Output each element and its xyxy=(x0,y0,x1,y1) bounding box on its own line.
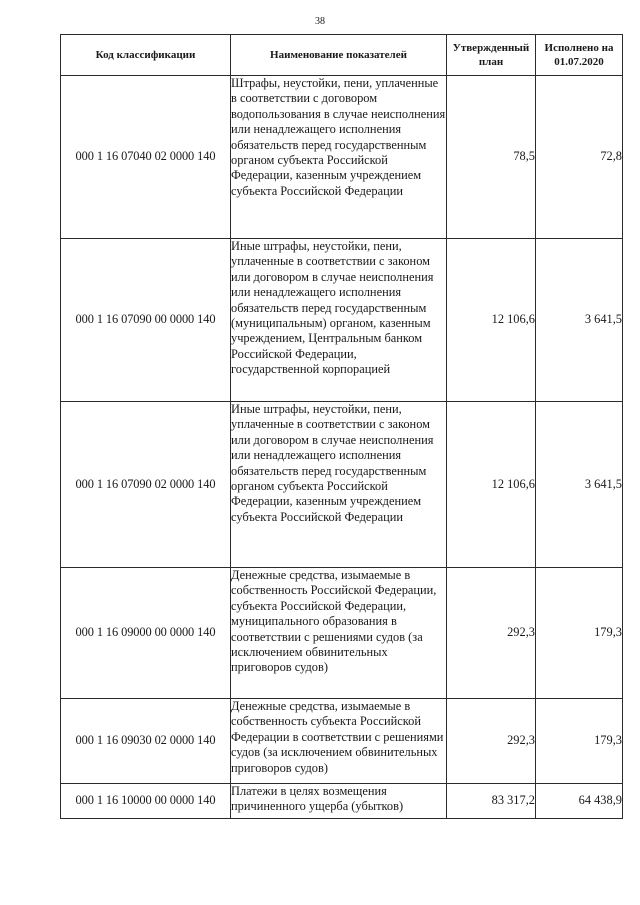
row-plan: 12 106,6 xyxy=(447,239,536,402)
table-row xyxy=(61,699,623,784)
row-executed: 3 641,5 xyxy=(536,239,623,402)
row-code: 000 1 16 07040 02 0000 140 xyxy=(61,76,231,239)
header-code: Код классификации xyxy=(61,35,231,76)
row-executed: 72,8 xyxy=(536,76,623,239)
row-executed: 179,3 xyxy=(536,699,623,784)
budget-table xyxy=(60,34,623,819)
row-plan: 83 317,2 xyxy=(447,784,536,819)
row-name: Платежи в целях возмещения причиненного ущерба (убытков) xyxy=(231,784,447,819)
table-row xyxy=(61,568,623,699)
header-plan: Утвержденный план xyxy=(447,35,536,76)
row-name: Денежные средства, изымаемые в собственность Российской Федерации, субъекта Российской Федерации, муниципального образования в соответствии с решениями судов (за исключением обвинительных приговоров судов) xyxy=(231,568,447,699)
row-executed: 64 438,9 xyxy=(536,784,623,819)
row-code: 000 1 16 07090 00 0000 140 xyxy=(61,239,231,402)
row-executed: 3 641,5 xyxy=(536,402,623,568)
row-code: 000 1 16 07090 02 0000 140 xyxy=(61,402,231,568)
row-name: Штрафы, неустойки, пени, уплаченные в соответствии с договором водопользования в случае неисполнения или ненадлежащего исполнения обязательств перед государственным органом субъекта Российской Федерации, казенным учреждением субъекта Российской Федерации xyxy=(231,76,447,239)
table-row xyxy=(61,76,623,239)
row-plan: 292,3 xyxy=(447,568,536,699)
table-row xyxy=(61,784,623,819)
row-code: 000 1 16 09000 00 0000 140 xyxy=(61,568,231,699)
row-code: 000 1 16 09030 02 0000 140 xyxy=(61,699,231,784)
page-number: 38 xyxy=(315,16,325,27)
row-executed: 179,3 xyxy=(536,568,623,699)
row-name: Иные штрафы, неустойки, пени, уплаченные в соответствии с законом или договором в случае неисполнения или ненадлежащего исполнения обязательств перед государственным органом субъекта Российской Федерации, казенным учреждением субъекта Российской Федерации xyxy=(231,402,447,568)
table-row xyxy=(61,239,623,402)
row-plan: 78,5 xyxy=(447,76,536,239)
header-name: Наименование показателей xyxy=(231,35,447,76)
row-plan: 12 106,6 xyxy=(447,402,536,568)
row-code: 000 1 16 10000 00 0000 140 xyxy=(61,784,231,819)
row-plan: 292,3 xyxy=(447,699,536,784)
table-row xyxy=(61,402,623,568)
header-executed: Исполнено на 01.07.2020 xyxy=(536,35,623,76)
row-name: Денежные средства, изымаемые в собственность субъекта Российской Федерации в соответствии с решениями судов (за исключением обвинительных приговоров судов) xyxy=(231,699,447,784)
table-header-row xyxy=(61,35,623,76)
row-name: Иные штрафы, неустойки, пени, уплаченные в соответствии с законом или договором в случае неисполнения или ненадлежащего исполнения обязательств перед государственным (муниципальным) органом, казенным учреждением, Центральным банком Российской Федерации, государственной корпорацией xyxy=(231,239,447,402)
